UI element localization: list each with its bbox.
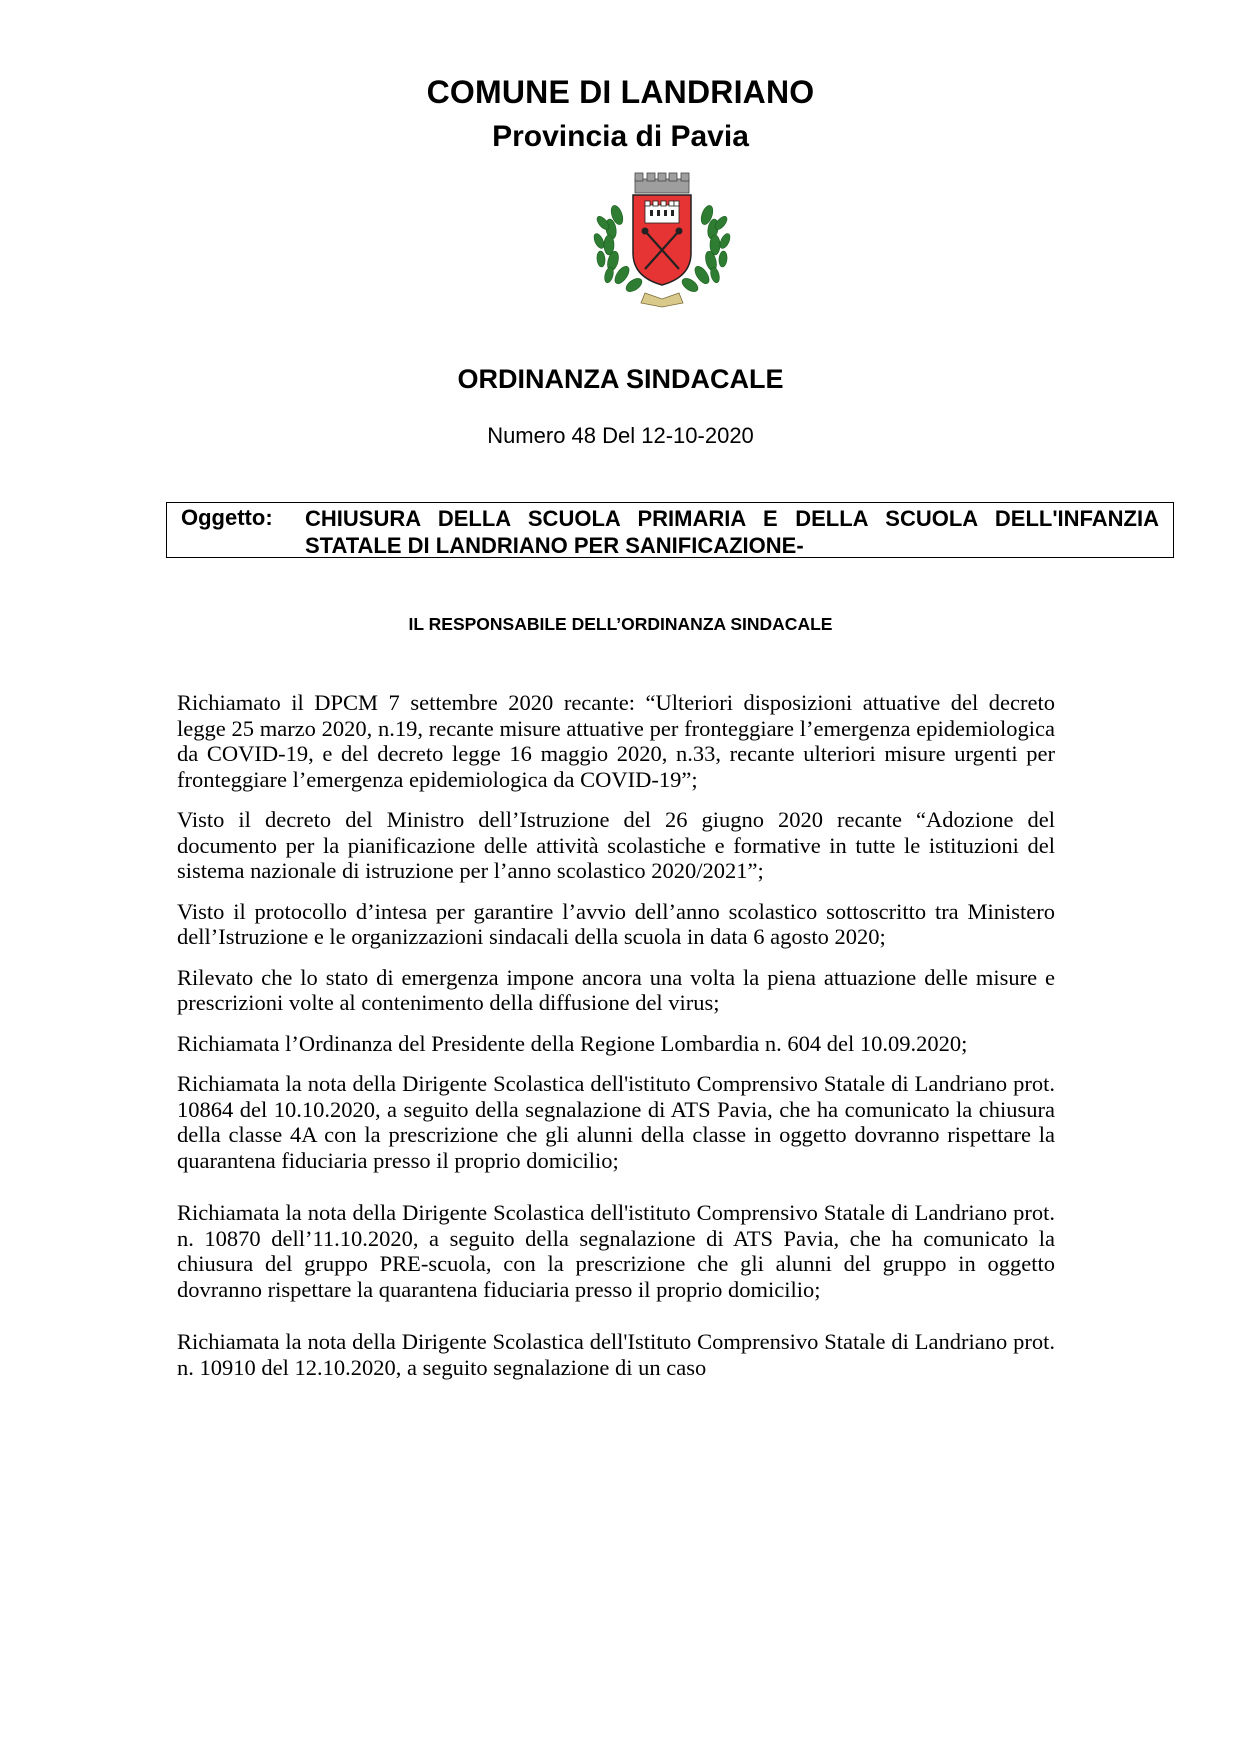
- paragraph: Rilevato che lo stato di emergenza impone ancora una volta la piena attuazione delle misure e prescrizioni volte al contenimento della diffusione del virus;: [177, 964, 1055, 1015]
- paragraph: Richiamata la nota della Dirigente Scolastica dell'istituto Comprensivo Statale di Landriano prot. 10864 del 10.10.2020, a seguito della segnalazione di ATS Pavia, che ha comunicato la chiusura della classe 4A con la prescrizione che gli alunni della classe in oggetto dovranno rispettare la quarantena fiduciaria presso il proprio domicilio;: [177, 1071, 1055, 1173]
- subject-box: [166, 502, 1174, 558]
- subject-text: CHIUSURA DELLA SCUOLA PRIMARIA E DELLA SCUOLA DELL'INFANZIA STATALE DI LANDRIANO PER SANIFICAZIONE-: [305, 506, 1159, 558]
- paragraph: Richiamata la nota della Dirigente Scolastica dell'istituto Comprensivo Statale di Landriano prot. n. 10870 dell’11.10.2020, a seguito della segnalazione di ATS Pavia, che ha comunicato la chiusura del gruppo PRE-scuola, con la prescrizione che gli alunni del gruppo in oggetto dovranno rispettare la quarantena fiduciaria presso il proprio domicilio;: [177, 1200, 1055, 1302]
- paragraph: Visto il protocollo d’intesa per garantire l’avvio dell’anno scolastico sottoscritto tra Ministero dell’Istruzione e le organizzazioni sindacali della scuola in data 6 agosto 2020;: [177, 898, 1055, 949]
- document-type: ORDINANZA SINDACALE: [457, 364, 784, 394]
- paragraph: Richiamata la nota della Dirigente Scolastica dell'Istituto Comprensivo Statale di Landriano prot. n. 10910 del 12.10.2020, a seguito segnalazione di un caso: [177, 1329, 1055, 1380]
- paragraph: Visto il decreto del Ministro dell’Istruzione del 26 giugno 2020 recante “Adozione del documento per la pianificazione delle attività scolastiche e formative in tutte le istituzioni del sistema nazionale di istruzione per l’anno scolastico 2020/2021”;: [177, 807, 1055, 883]
- paragraph: Richiamata l’Ordinanza del Presidente della Regione Lombardia n. 604 del 10.09.2020;: [177, 1030, 968, 1056]
- responsible-heading: IL RESPONSABILE DELL’ORDINANZA SINDACALE: [408, 614, 833, 634]
- coat-of-arms-icon: [587, 165, 737, 315]
- province-title: Provincia di Pavia: [492, 120, 749, 153]
- paragraph: Richiamato il DPCM 7 settembre 2020 recante: “Ulteriori disposizioni attuative del decreto legge 25 marzo 2020, n.19, recante misure attuative per fronteggiare l’emergenza epidemiologica da COVID-19, e del decreto legge 16 maggio 2020, n.33, recante ulteriori misure urgenti per fronteggiare l’emergenza epidemiologica da COVID-19”;: [177, 690, 1055, 792]
- document-body: [177, 690, 1055, 1395]
- subject-label: Oggetto:: [181, 505, 273, 530]
- municipality-title: COMUNE DI LANDRIANO: [426, 74, 815, 110]
- document-number: Numero 48 Del 12-10-2020: [487, 423, 754, 448]
